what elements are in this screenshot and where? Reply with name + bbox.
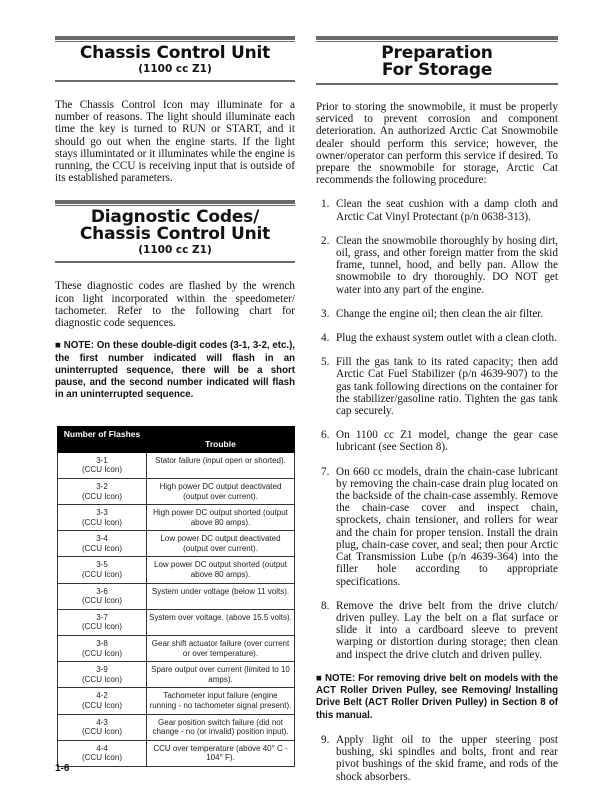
table-row	[58, 478, 295, 504]
table-row	[58, 583, 295, 609]
trouble-cell: Low power DC output deactivated (output over current).	[147, 531, 295, 557]
flash-code: 3-4	[96, 534, 108, 544]
section-title-line1: Preparation	[381, 43, 493, 63]
step-text: Fill the gas tank to its rated capacity; then add Arctic Cat Fuel Stabilizer (p/n 4639-907) to the gas tank following directions on the container for the stabilizer/gasoline ratio. Tighten the gas tank cap securely.	[336, 356, 558, 418]
trouble-cell: Low power DC output shorted (output above 80 amps).	[147, 557, 295, 583]
table-row	[58, 740, 295, 766]
flash-code: 3-7	[96, 612, 108, 622]
storage-step	[316, 308, 558, 320]
section-title-line2: For Storage	[381, 60, 493, 80]
right-column	[316, 36, 558, 795]
step-number: 4.	[321, 332, 330, 345]
chassis-paragraph: The Chassis Control Icon may illuminate for a number of reasons. The light should illuminate each time the key is turned to RUN or START, and it should go out when the engine starts. If the light stays illumintated or it illuminates while the engine is running, the CCU is receiving input that is outside of its established parameters.	[55, 99, 295, 185]
step-number: 2.	[321, 234, 330, 247]
trouble-cell: CCU over temperature (above 40° C - 104° F).	[147, 740, 295, 766]
flash-code-cell	[58, 714, 147, 740]
diagnostic-paragraph: These diagnostic codes are flashed by the wrench icon light incorporated within the speedometer/ tachometer. Refer to the following chart for diagnostic code sequences.	[55, 280, 295, 330]
table-row	[58, 505, 295, 531]
flash-code-cell	[58, 505, 147, 531]
diagnostic-note: ■ NOTE: On these double-digit codes (3-1, 3-2, etc.), the first number indicated will flash in an uninterrupted sequence, there will be a short pause, and the second number indicated will flash in an uninterrupted sequence.	[55, 340, 295, 401]
step-text: On 660 cc models, drain the chain-case lubricant by removing the chain-case drain plug located on the backside of the chain-case assembly. Remove the chain-case cover and inspect chain, sprockets, chain tensioner, and rollers for wear and the chain for proper tension. Install the drain plug, chain-case cover, and seal; then pour Arctic Cat Transmission Lube (p/n 4639-364) into the filler hole according to appropriate specifications.	[336, 465, 558, 588]
trouble-cell: System under voltage (below 11 volts).	[147, 583, 295, 609]
trouble-cell: Spare output over current (limited to 10 amps).	[147, 662, 295, 688]
storage-step	[316, 466, 558, 588]
page-number: 1-6	[55, 763, 70, 774]
section-header-preparation-for-storage	[316, 36, 558, 85]
ccu-icon-label: (CCU Icon)	[81, 622, 122, 632]
table-row	[58, 714, 295, 740]
ccu-icon-label: (CCU Icon)	[81, 596, 122, 606]
header-trouble: Trouble	[147, 426, 295, 452]
flash-code: 4-4	[96, 743, 108, 753]
flash-code: 4-3	[96, 717, 108, 727]
section-title-line1: Diagnostic Codes/	[90, 207, 260, 228]
step-number: 1.	[321, 198, 330, 211]
flash-code: 3-2	[96, 481, 108, 491]
section-subtitle: (1100 cc Z1)	[138, 244, 212, 257]
flash-code: 3-8	[96, 639, 108, 649]
flash-code: 3-6	[96, 586, 108, 596]
diagnostic-codes-table	[57, 426, 295, 767]
step-number: 8.	[321, 599, 330, 612]
step-text: Remove the drive belt from the drive clutch/ driven pulley. Lay the belt on a flat surface or slide it into a cardboard sleeve to prevent warping or distortion during storage; then clean and inspect the drive clutch and driven pulley.	[336, 599, 558, 661]
ccu-icon-label: (CCU Icon)	[81, 517, 122, 527]
storage-step	[316, 198, 558, 222]
ccu-icon-label: (CCU Icon)	[81, 753, 122, 763]
storage-intro: Prior to storing the snowmobile, it must be properly serviced to prevent corrosion and component deterioration. An authorized Arctic Cat Snowmobile dealer should perform this service; however, the owner/operator can perform this service if desired. To prepare the snowmobile for storage, Arctic Cat recommends the following procedure:	[316, 101, 558, 187]
flash-code-cell	[58, 452, 147, 478]
table-row	[58, 452, 295, 478]
storage-step	[316, 356, 558, 417]
ccu-icon-label: (CCU Icon)	[81, 543, 122, 553]
trouble-cell: System over voltage. (above 15.5 volts).	[147, 609, 295, 635]
storage-step	[316, 429, 558, 453]
section-header-chassis-control-unit	[55, 36, 295, 82]
step-text: On 1100 cc Z1 model, change the gear case lubricant (see Section 8).	[336, 429, 558, 454]
section-title: Chassis Control Unit	[79, 43, 271, 63]
step-number: 7.	[321, 465, 330, 478]
step-text: Change the engine oil; then clean the air filter.	[336, 307, 544, 320]
trouble-cell: Stator failure (input open or shorted).	[147, 452, 295, 478]
storage-step	[316, 734, 558, 783]
ccu-icon-label: (CCU Icon)	[81, 491, 122, 501]
step-text: Clean the snowmobile thoroughly by hosing dirt, oil, grass, and other foreign matter from the skid frame, tunnel, hood, and belly pan. Allow the snowmobile to dry thoroughly. DO NOT get water into any part of the engine.	[336, 234, 558, 296]
trouble-cell: High power DC output shorted (output above 80 amps).	[147, 505, 295, 531]
table-row	[58, 688, 295, 714]
flash-code-cell	[58, 557, 147, 583]
flash-code: 3-1	[96, 455, 108, 465]
step-text: Clean the seat cushion with a damp cloth and Arctic Cat Vinyl Protectant (p/n 0638-313).	[336, 198, 558, 223]
step-number: 3.	[321, 307, 330, 320]
flash-code: 3-3	[96, 508, 108, 518]
flash-code-cell	[58, 478, 147, 504]
ccu-icon-label: (CCU Icon)	[81, 701, 122, 710]
ccu-icon-label: (CCU Icon)	[81, 727, 122, 737]
diagnostic-table-wrap	[55, 426, 295, 767]
table-row	[58, 609, 295, 635]
trouble-cell: High power DC output deactivated (output over current).	[147, 478, 295, 504]
step-text: Apply light oil to the upper steering post bushing, ski spindles and bolts, front and rear pivot bushings of the skid frame, and rods of the shock absorbers.	[336, 733, 558, 783]
storage-step	[316, 235, 558, 296]
drive-belt-note: ■ NOTE: For removing drive belt on models with the ACT Roller Driven Pulley, see Removing/ Installing Drive Belt (ACT Roller Driven Pulley) in Section 8 of this manual.	[316, 672, 558, 721]
section-subtitle: (1100 cc Z1)	[138, 63, 212, 75]
step-number: 5.	[321, 356, 330, 369]
flash-code: 3-9	[96, 665, 108, 675]
ccu-icon-label: (CCU Icon)	[81, 674, 122, 684]
flash-code-cell	[58, 609, 147, 635]
flash-code-cell	[58, 688, 147, 714]
storage-steps	[316, 198, 558, 660]
section-header-diagnostic-codes	[55, 200, 295, 263]
flash-code-cell	[58, 531, 147, 557]
ccu-icon-label: (CCU Icon)	[81, 465, 122, 475]
flash-code-cell	[58, 583, 147, 609]
step-number: 9.	[321, 733, 330, 746]
step-number: 6.	[321, 429, 330, 442]
left-column	[55, 36, 295, 767]
table-row	[58, 531, 295, 557]
flash-code-cell	[58, 740, 147, 766]
storage-step	[316, 332, 558, 344]
ccu-icon-label: (CCU Icon)	[81, 570, 122, 580]
section-title-line2: Chassis Control Unit	[79, 224, 271, 245]
table-row	[58, 557, 295, 583]
flash-code: 3-5	[96, 560, 108, 570]
table-row	[58, 636, 295, 662]
ccu-icon-label: (CCU Icon)	[81, 648, 122, 658]
storage-step	[316, 600, 558, 661]
step-text: Plug the exhaust system outlet with a clean cloth.	[336, 332, 557, 345]
flash-code-cell	[58, 636, 147, 662]
trouble-cell: Gear shift actuator failure (over current or over temperature).	[147, 636, 295, 662]
flash-code-cell	[58, 662, 147, 688]
table-row	[58, 662, 295, 688]
trouble-cell: Tachometer input failure (engine running - no tachometer signal present).	[147, 688, 295, 714]
trouble-cell: Gear position switch failure (did not change - no (or invalid) position input).	[147, 714, 295, 740]
header-number-of-flashes: Number of Flashes	[58, 426, 147, 452]
flash-code: 4-2	[96, 691, 108, 701]
